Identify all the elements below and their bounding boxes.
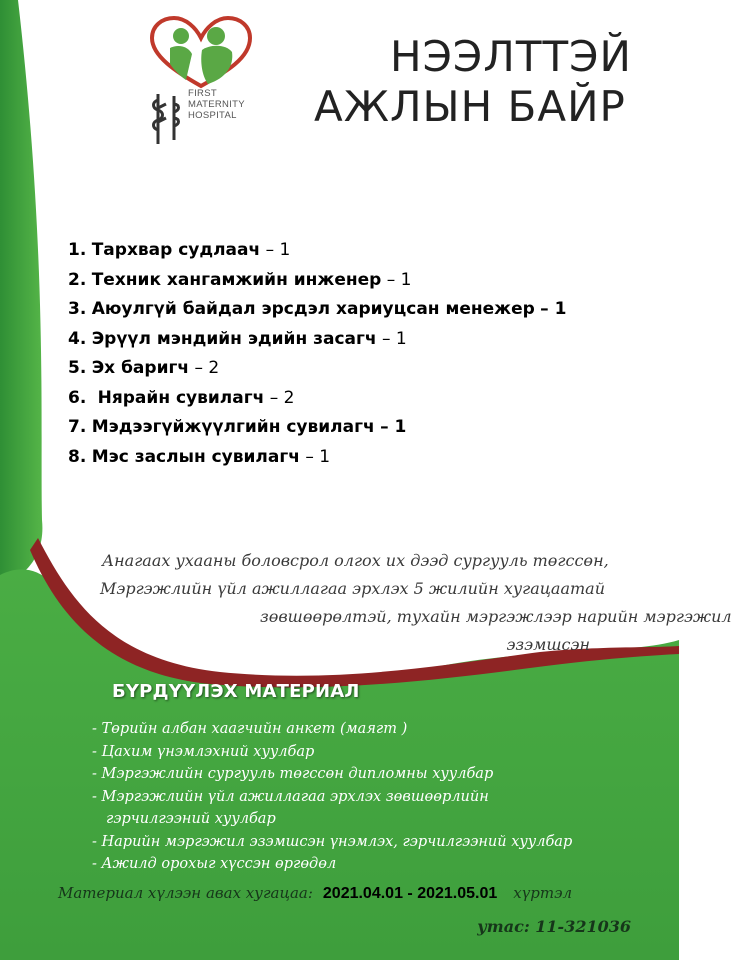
job-item: 7. Мэдээгүйжүүлгийн сувилагч – 1 (68, 417, 407, 437)
phone-number: утас: 11-321036 (477, 917, 631, 936)
job-item: 4. Эрүүл мэндийн эдийн засагч – 1 (68, 328, 407, 349)
title-line-1: НЭЭЛТТЭЙ (390, 32, 632, 81)
left-green-band (0, 0, 42, 585)
job-item: 8. Мэс заслын сувилагч – 1 (68, 446, 331, 467)
requirement-line: эзэмшсэн (506, 635, 590, 654)
job-item: 3. Аюулгүй байдал эрсдэл хариуцсан менежер – 1 (68, 299, 567, 319)
logo-line-1: FIRST (188, 88, 217, 99)
material-item: - Нарийн мэргэжил эзэмшсэн үнэмлэх, гэрчилгээний хуулбар (92, 833, 573, 850)
material-item: - Мэргэжлийн үйл ажиллагаа эрхлэх зөвшөөрлийн (92, 788, 489, 805)
requirement-line: зөвшөөрөлтэй, тухайн мэргэжлээр нарийн мэргэжил (260, 607, 732, 626)
deadline-suffix: хүртэл (513, 884, 573, 902)
deadline-dates: 2021.04.01 - 2021.05.01 (322, 885, 498, 902)
logo-line-2: MATERNITY (188, 99, 245, 110)
requirement-line: Анагаах ухааны боловсрол олгох их дээд сургууль төгссөн, (102, 551, 609, 570)
material-item: - Цахим үнэмлэхний хуулбар (92, 743, 315, 760)
hospital-logo-icon (136, 14, 266, 144)
job-item: 6. Нярайн сувилагч – 2 (68, 387, 295, 408)
material-item: - Ажилд орохыг хүссэн өргөдөл (92, 856, 337, 872)
title-line-2: АЖЛЫН БАЙР (314, 82, 626, 131)
job-item: 5. Эх баригч – 2 (68, 358, 220, 378)
job-list (68, 236, 566, 472)
job-item: 1. Тархвар судлаач – 1 (68, 240, 291, 260)
requirements-text (60, 547, 732, 659)
job-item: 2. Техник хангамжийн инженер – 1 (68, 269, 412, 290)
materials-heading: БҮРДҮҮЛЭХ МАТЕРИАЛ (112, 681, 360, 702)
material-item: - Төрийн албан хаагчийн анкет (маягт ) (92, 721, 408, 737)
deadline (58, 884, 572, 903)
requirement-line: Мэргэжлийн үйл ажиллагаа эрхлэх 5 жилийн хугацаатай (100, 579, 605, 598)
material-item: - Мэргэжлийн сургууль төгссөн дипломны хуулбар (92, 766, 494, 782)
deadline-label: Материал хүлээн авах хугацаа: (58, 884, 313, 902)
page-title (314, 32, 632, 132)
logo-line-3: HOSPITAL (188, 110, 237, 121)
logo-text (188, 88, 245, 121)
materials-list (92, 718, 572, 876)
material-item: гэрчилгээний хуулбар (106, 811, 276, 827)
